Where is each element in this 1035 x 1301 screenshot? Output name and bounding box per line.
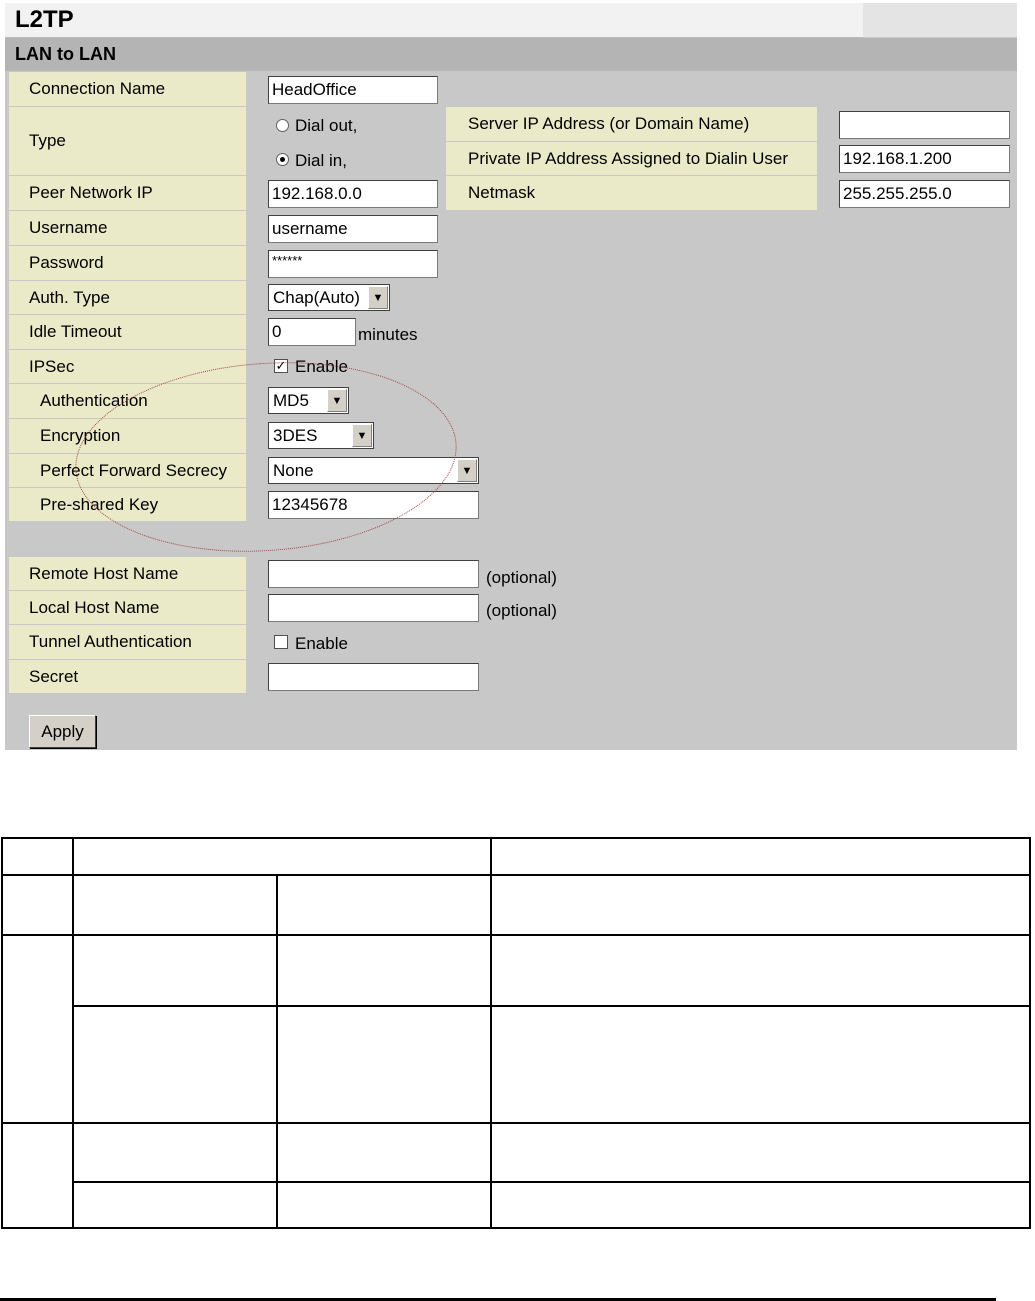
netmask-input[interactable]: 255.255.255.0 [839,180,1010,208]
tunnel-auth-label: Tunnel Authentication [9,625,246,660]
title-bar [5,3,863,38]
username-label: Username [9,211,246,246]
dial-out-radio[interactable] [276,119,289,132]
psk-label: Pre-shared Key [9,488,246,522]
dial-in-radio[interactable] [276,153,289,166]
local-host-hint: (optional) [486,601,557,620]
remote-host-input[interactable] [268,560,479,588]
secret-label: Secret [9,660,246,694]
pfs-label: Perfect Forward Secrecy [9,454,246,488]
connection-name-input[interactable]: HeadOffice [268,76,438,104]
remote-host-hint: (optional) [486,568,557,587]
pfs-select[interactable]: None ▼ [268,457,479,484]
authentication-label: Authentication [9,384,246,419]
username-input[interactable]: username [268,215,438,243]
peer-network-ip-label: Peer Network IP [9,176,246,211]
idle-timeout-label: Idle Timeout [9,315,246,350]
title-bar-filler [863,3,1017,37]
ipsec-enable-checkbox[interactable]: ✓ [275,358,287,373]
section-bar [5,38,1017,71]
local-host-input[interactable] [268,594,479,622]
auth-type-select[interactable]: Chap(Auto) ▼ [268,284,390,311]
dial-in-label: Dial in, [295,151,347,170]
apply-button[interactable]: Apply [29,715,96,748]
private-ip-input[interactable]: 192.168.1.200 [839,145,1010,173]
idle-timeout-unit: minutes [358,325,418,344]
server-ip-label: Server IP Address (or Domain Name) [446,107,817,142]
ipsec-enable-label: Enable [295,357,348,376]
type-label: Type [9,107,246,176]
encryption-label: Encryption [9,419,246,454]
chevron-down-icon: ▼ [368,286,388,309]
chevron-down-icon: ▼ [457,459,477,482]
dial-out-label: Dial out, [295,116,358,135]
tunnel-auth-enable-label: Enable [295,634,348,653]
netmask-label: Netmask [446,176,817,211]
peer-network-ip-input[interactable]: 192.168.0.0 [268,180,438,208]
auth-type-label: Auth. Type [9,281,246,315]
idle-timeout-input[interactable]: 0 [268,318,356,346]
chevron-down-icon: ▼ [352,424,372,447]
chevron-down-icon: ▼ [327,389,347,412]
password-input[interactable]: ****** [268,250,438,278]
authentication-select[interactable]: MD5 ▼ [268,387,349,414]
private-ip-label: Private IP Address Assigned to Dialin User [446,142,817,176]
tunnel-auth-checkbox[interactable] [274,635,288,649]
ipsec-label: IPSec [9,350,246,384]
section-title: LAN to LAN [15,44,116,64]
secret-input[interactable] [268,663,479,691]
encryption-select[interactable]: 3DES ▼ [268,422,374,449]
connection-name-label: Connection Name [9,72,246,107]
psk-input[interactable]: 12345678 [268,491,479,519]
remote-host-label: Remote Host Name [9,557,246,591]
page-title: L2TP [15,6,74,33]
local-host-label: Local Host Name [9,591,246,625]
server-ip-input[interactable] [839,111,1010,139]
password-label: Password [9,246,246,281]
